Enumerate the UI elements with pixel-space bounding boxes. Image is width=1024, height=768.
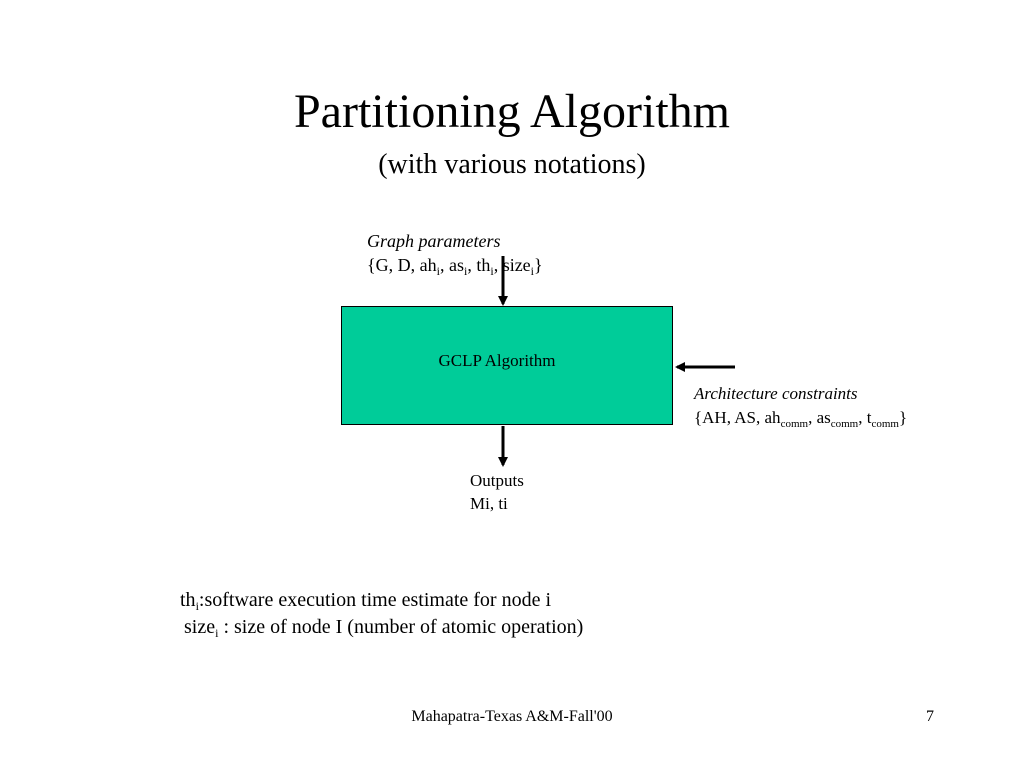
subscript: comm: [780, 418, 809, 430]
subscript: i: [530, 264, 535, 278]
page-number: 7: [926, 708, 934, 725]
graph-parameters-text: }: [534, 255, 543, 275]
subscript: i: [436, 264, 440, 278]
architecture-constraints-text: , t: [858, 408, 872, 427]
gclp-algorithm-label: GCLP Algorithm: [438, 351, 556, 370]
note-size: [180, 614, 583, 641]
notation-notes: [180, 587, 583, 641]
subscript: i: [463, 264, 468, 278]
note-th: [180, 587, 583, 614]
graph-parameters-set: [367, 253, 543, 277]
note-text: th: [180, 589, 196, 611]
outputs-values: Mi, ti: [470, 494, 508, 513]
graph-parameters-text: , as: [439, 255, 464, 275]
subscript: comm: [871, 418, 899, 430]
gclp-algorithm-box: [341, 306, 673, 425]
note-text: :software execution time estimate for node i: [198, 589, 552, 611]
subscript: i: [215, 626, 219, 640]
architecture-constraints-text: {AH, AS, ah: [694, 408, 781, 427]
note-text: size: [184, 616, 216, 638]
outputs-label: [470, 469, 524, 515]
architecture-constraints-text: }: [898, 408, 908, 427]
architecture-constraints-label: [694, 382, 907, 430]
slide-footer: Mahapatra-Texas A&M-Fall'00: [411, 708, 613, 725]
architecture-constraints-heading: Architecture constraints: [694, 384, 858, 403]
subscript: comm: [830, 418, 859, 430]
slide-title: Partitioning Algorithm: [293, 85, 730, 138]
graph-parameters-heading: Graph parameters: [367, 231, 501, 251]
graph-parameters-label: [367, 229, 543, 277]
architecture-constraints-set: [694, 406, 907, 430]
graph-parameters-text: , size: [493, 255, 531, 275]
architecture-constraints-text: , as: [808, 408, 831, 427]
slide-subtitle: (with various notations): [378, 149, 646, 180]
note-text: : size of node I (number of atomic operation): [218, 616, 584, 638]
subscript: i: [490, 264, 494, 278]
subscript: i: [195, 599, 199, 613]
graph-parameters-text: {G, D, ah: [367, 255, 437, 275]
outputs-heading: Outputs: [470, 471, 524, 490]
graph-parameters-text: , th: [467, 255, 491, 275]
